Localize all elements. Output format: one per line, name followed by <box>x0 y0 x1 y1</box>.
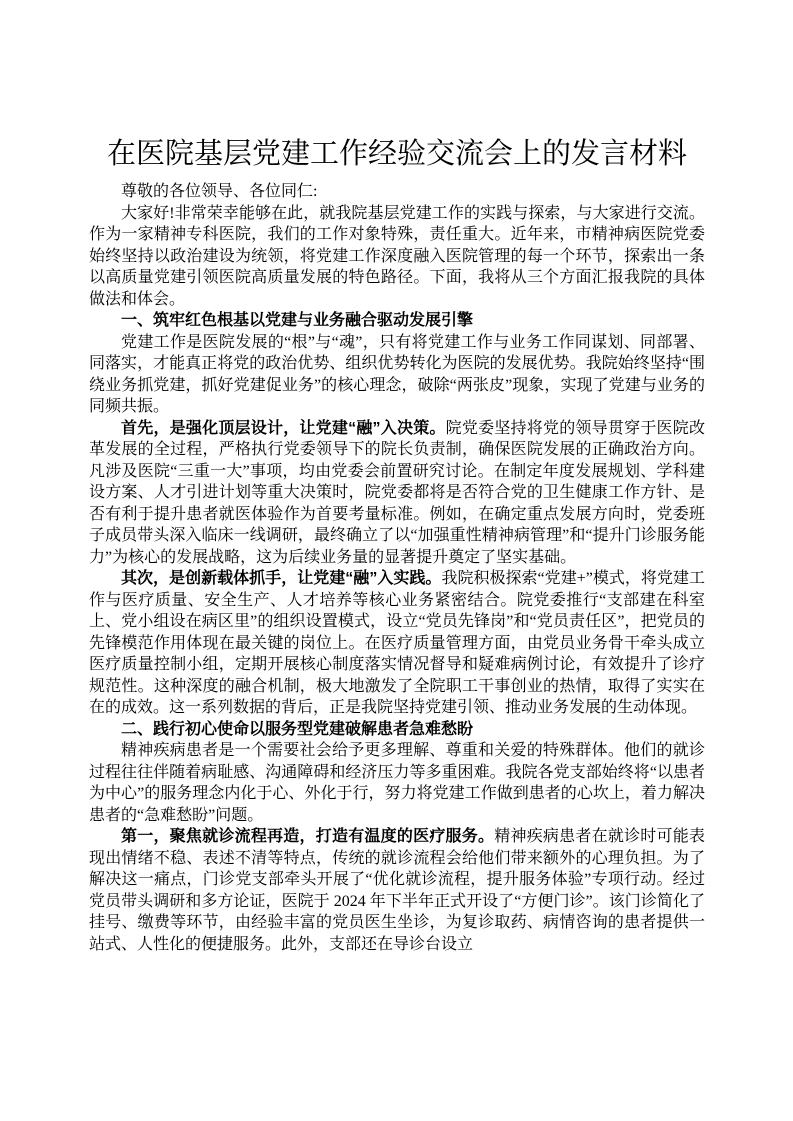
text-run: 精神疾病患者在就诊时可能表现出情绪不稳、表述不清等特点，传统的就诊流程会给他们带来额外的心理负担。为了解决这一痛点，门诊党支部牵头开展了“优化就诊流程，提升服务体验”专项行动。经过党员带头调研和多方论证，医院于 2024 年下半年正式开设了“方便门诊”。该门诊简化了挂号、缴费等环节，由经验丰富的党员医生坐诊，为复诊取药、病情咨询的患者提供一站式、人性化的便捷服务。此外，支部还在导诊台设立 <box>89 828 705 953</box>
section-2-point-1 <box>89 826 705 955</box>
text-run: 院党委坚持将党的领导贯穿于医院改革发展的全过程，严格执行党委领导下的院长负责制，确保医院发展的正确政治方向。凡涉及医院“三重一大”事项，均由党委会前置研究讨论。在制定年度发展规划、学科建设方案、人才引进计划等重大决策时，院党委都将是否符合党的卫生健康工作方针、是否有利于提升患者就医体验作为首要考量标准。例如，在确定重点发展方向时，党委班子成员带头深入临床一线调研，最终确立了以“加强重性精神病管理”和“提升门诊服务能力”为核心的发展战略，这为后续业务量的显著提升奠定了坚实基础。 <box>89 419 705 566</box>
text-run: 大家好!非常荣幸能够在此，就我院基层党建工作的实践与探索，与大家进行交流。作为一家精神专科医院，我们的工作对象特殊，责任重大。近年来，市精神病医院党委始终坚持以政治建设为统领，将党建工作深度融入医院管理的每一个环节，探索出一条以高质量党建引领医院高质量发展的特色路径。下面，我将从三个方面汇报我院的具体做法和体会。 <box>89 204 705 308</box>
section-1-point-2 <box>89 568 705 719</box>
text-run: 我院积极探索“党建+”模式，将党建工作与医疗质量、安全生产、人才培养等核心业务紧密结合。院党委推行“支部建在科室上、党小组设在病区里”的组织设置模式，设立“党员先锋岗”和“党员责任区”，把党员的先锋模范作用体现在最关键的岗位上。在医疗质量管理方面，由党员业务骨干牵头成立医疗质量控制小组，定期开展核心制度落实情况督导和疑难病例讨论，有效提升了诊疗规范性。这种深度的融合机制，极大地激发了全院职工干事创业的热情，取得了实实在在的成效。这一系列数据的背后，正是我院坚持党建引领、推动业务发展的生动体现。 <box>89 570 705 716</box>
bold-text-run: 首先，是强化顶层设计，让党建“融”入决策。 <box>121 419 446 437</box>
section-2-heading <box>89 719 705 741</box>
text-run: 尊敬的各位领导、各位同仁: <box>121 183 318 200</box>
opening-paragraph <box>89 203 705 311</box>
text-run: 党建工作是医院发展的“根”与“魂”，只有将党建工作与业务工作同谋划、同部署、同落实，才能真正将党的政治优势、组织优势转化为医院的发展优势。我院始终坚持“围绕业务抓党建，抓好党建促业务”的核心理念，破除“两张皮”现象，实现了党建与业务的同频共振。 <box>89 333 705 415</box>
bold-text-run: 其次，是创新载体抓手，让党建“融”入实践。 <box>121 570 442 587</box>
section-1-intro <box>89 332 705 418</box>
salutation <box>89 181 705 203</box>
bold-text-run: 第一，聚焦就诊流程再造，打造有温度的医疗服务。 <box>121 828 495 845</box>
document-body <box>89 181 705 955</box>
section-1-point-1 <box>89 418 705 569</box>
text-run: 精神疾病患者是一个需要社会给予更多理解、尊重和关爱的特殊群体。他们的就诊过程往往伴随着病耻感、沟通障碍和经济压力等多重困难。我院各党支部始终将“以患者为中心”的服务理念内化于心、外化于行，努力将党建工作做到患者的心坎上，着力解决患者的“急难愁盼”问题。 <box>89 742 705 824</box>
document-title: 在医院基层党建工作经验交流会上的发言材料 <box>106 138 687 170</box>
bold-text-run: 二、践行初心使命以服务型党建破解患者急难愁盼 <box>121 720 474 738</box>
section-2-intro <box>89 740 705 826</box>
bold-text-run: 一、筑牢红色根基以党建与业务融合驱动发展引擎 <box>121 312 474 329</box>
section-1-heading <box>89 310 705 332</box>
